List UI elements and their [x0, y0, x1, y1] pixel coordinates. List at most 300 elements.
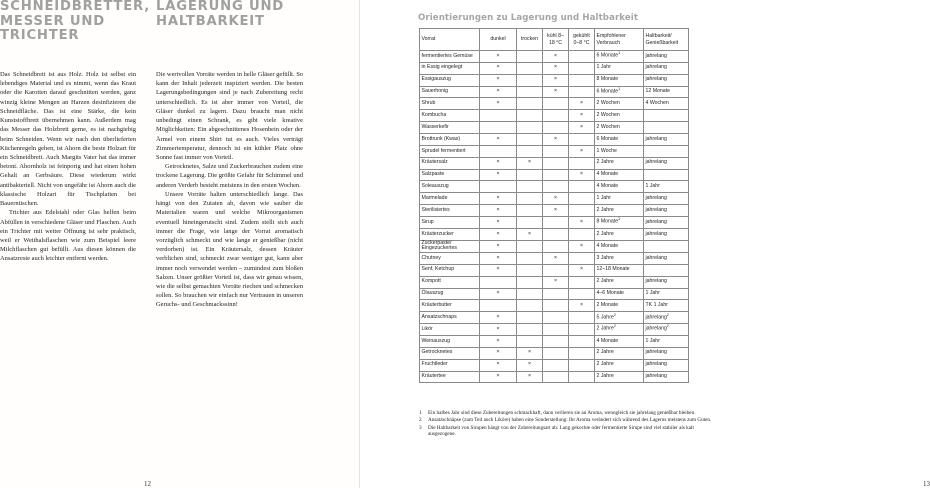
cell-verbrauch — [595, 98, 644, 110]
cell-vorrat: Sauerhonig — [420, 86, 480, 98]
table-row — [420, 181, 689, 193]
cell-vorrat: Essigauszug — [420, 74, 480, 86]
cell-gekuehlt: × — [569, 122, 595, 134]
table-row — [420, 240, 689, 252]
cell-trocken — [517, 252, 543, 264]
section-heading-tools — [0, 0, 151, 44]
cell-text: 12–18 Monate — [596, 266, 630, 273]
footnote-number: 3 — [419, 424, 422, 431]
cell-verbrauch — [595, 205, 644, 217]
cell-haltbarkeit — [644, 264, 689, 276]
cell-haltbarkeit — [644, 324, 689, 336]
table-row — [420, 217, 689, 229]
cell-text: 2 Wochen — [596, 100, 620, 107]
section-heading-storage — [156, 0, 316, 29]
cell-trocken — [517, 288, 543, 300]
cell-text: jahrelang — [645, 314, 667, 321]
cell-gekuehlt — [569, 157, 595, 169]
cell-gekuehlt — [569, 276, 595, 288]
table-row — [420, 74, 689, 86]
table-row — [420, 300, 689, 312]
cell-trocken — [517, 217, 543, 229]
cell-trocken — [517, 62, 543, 74]
cell-kuehl — [543, 324, 569, 336]
cell-text: 1 Jahr — [645, 183, 660, 190]
cell-kuehl: × — [543, 74, 569, 86]
cell-text: 3 Jahre — [596, 254, 614, 261]
cell-vorrat: Kräuterbutter — [420, 300, 480, 312]
footnote-text: Ansatzschnäpse (zum Teil auch Liköre) haben eine Sonderstellung: Ihr Aroma verändert sich während des Lagerns meistens zum Guten. — [428, 417, 712, 424]
cell-gekuehlt: × — [569, 110, 595, 122]
cell-haltbarkeit — [644, 157, 689, 169]
cell-haltbarkeit — [644, 217, 689, 229]
cell-verbrauch — [595, 110, 644, 122]
cell-dunkel: × — [480, 359, 517, 371]
cell-vorrat: fermentiertes Gemüse — [420, 51, 480, 63]
cell-verbrauch — [595, 300, 644, 312]
cell-kuehl — [543, 264, 569, 276]
cell-kuehl — [543, 300, 569, 312]
storage-table — [419, 28, 689, 383]
cell-dunkel: × — [480, 252, 517, 264]
cell-verbrauch — [595, 193, 644, 205]
cell-trocken — [517, 51, 543, 63]
cell-haltbarkeit — [644, 288, 689, 300]
cell-text: TK 1 Jahr — [645, 302, 668, 308]
cell-haltbarkeit — [644, 122, 689, 134]
column-header: trocken — [517, 29, 543, 51]
heading-line: LAGERUNG UND — [156, 0, 285, 14]
cell-dunkel: × — [480, 134, 517, 146]
cell-text: jahrelang — [645, 373, 667, 380]
cell-trocken: × — [517, 157, 543, 169]
cell-text: 4 Monate — [596, 171, 619, 178]
cell-text: jahrelang — [645, 230, 667, 237]
cell-gekuehlt — [569, 205, 595, 217]
cell-vorrat: Kompott — [420, 276, 480, 288]
cell-kuehl — [543, 371, 569, 383]
paragraph: Trichter aus Edelstahl oder Glas helfen beim Abfüllen in verschiedene Gläser und Flaschen. Auch ein Trichter mit weiter Öffnung ist sehr praktisch, weil er Weithalsflaschen wie zum Beispiel leere Milchflaschen gut befüllt. Aus diesen können die Ansatzreste auch leichter entfernt werden. — [0, 209, 136, 263]
cell-dunkel: × — [480, 205, 517, 217]
cell-text: 2 Wochen — [596, 123, 620, 130]
cell-kuehl: × — [543, 134, 569, 146]
cell-dunkel — [480, 110, 517, 122]
table-row — [420, 359, 689, 371]
cell-vorrat: Zuckerpaste/ Eingezuckertes — [420, 240, 480, 252]
cell-text: 6 Monate — [596, 88, 619, 95]
paragraph: Das Schneidbrett ist aus Holz. Holz ist selbst ein lebendiges Material und es nimmt, wenn das Kraut oder die Karotten darauf geschnitten werden, ganz winzig kleine Mengen an Harzen desinfizieren die Schneidfläche. Das ist eine Stärke, die kein Kunststoffbrett übernehmen kann. Außerdem mag das Messer das Holzbrett gerne, es ist nachgiebig beim Schneiden. Wenn wir nach den überlieferten Küchenregeln gehen, ist Ahorn die beste Holzart für ein Schneidbrett. Auch Margits Vater hat das immer betont. Ahornholz ist feinporig und hat einen hohen Gehalt an Gerbsäure. Diese wiederum wirkt antibakteriell. Nicht von ungefähr ist Ahorn auch die klassische Holzart für Tischplatten bei Bauerntischen. — [0, 71, 136, 208]
paragraph: Die wertvollen Vorräte werden in helle Gläser gefüllt. So kann der Inhalt jederzeit inspiziert werden. Die besten Lagerungsbedingungen sind je nach Zubereitung recht unterschiedlich. Es ist aber immer von Vorteil, die Gläser dunkel zu lagern. Dazu braucht man nicht unbedingt einen Schrank, es gibt viele kreative Möglichkeiten: Ein abgeschnittenes Hosenbein oder der Ärmel von einem Shirt tut es auch. Vieles verträgt Zimmertemperatur, dennoch ist ein kühler Platz ohne Sonne fast immer von Vorteil. — [156, 71, 303, 161]
cell-text: 2 Jahre — [596, 230, 614, 237]
cell-text: jahrelang — [645, 361, 667, 368]
cell-text: 4 Monate — [596, 242, 619, 249]
cell-vorrat: Ölauszug — [420, 288, 480, 300]
cell-vorrat: Sirup — [420, 217, 480, 229]
column-header: Vorrat — [420, 29, 480, 51]
cell-verbrauch — [595, 371, 644, 383]
table-row — [420, 324, 689, 336]
cell-kuehl — [543, 110, 569, 122]
cell-verbrauch — [595, 252, 644, 264]
cell-gekuehlt: × — [569, 145, 595, 157]
cell-haltbarkeit — [644, 51, 689, 63]
cell-trocken — [517, 134, 543, 146]
cell-dunkel — [480, 300, 517, 312]
cell-dunkel: × — [480, 98, 517, 110]
cell-dunkel: × — [480, 264, 517, 276]
cell-text: 2 Monate — [596, 302, 619, 308]
cell-dunkel: × — [480, 324, 517, 336]
cell-text: 6 Monate — [596, 135, 619, 142]
cell-trocken — [517, 98, 543, 110]
cell-text: 1 Woche — [596, 147, 617, 154]
cell-dunkel — [480, 122, 517, 134]
table-row — [420, 98, 689, 110]
cell-gekuehlt: × — [569, 98, 595, 110]
cell-trocken — [517, 300, 543, 312]
cell-haltbarkeit — [644, 359, 689, 371]
cell-vorrat: Salzpaste — [420, 169, 480, 181]
cell-trocken — [517, 335, 543, 347]
cell-verbrauch — [595, 134, 644, 146]
table-row — [420, 312, 689, 324]
column-header: gekühlt 0–8 °C — [569, 29, 595, 51]
cell-verbrauch — [595, 122, 644, 134]
cell-text: jahrelang — [645, 218, 667, 225]
cell-kuehl: × — [543, 193, 569, 205]
table-row — [420, 86, 689, 98]
cell-trocken: × — [517, 347, 543, 359]
cell-verbrauch — [595, 74, 644, 86]
cell-dunkel: × — [480, 74, 517, 86]
cell-verbrauch — [595, 169, 644, 181]
cell-verbrauch — [595, 86, 644, 98]
cell-haltbarkeit — [644, 335, 689, 347]
cell-text: 12 Monate — [645, 88, 671, 95]
cell-gekuehlt: × — [569, 217, 595, 229]
table-row — [420, 145, 689, 157]
cell-verbrauch — [595, 157, 644, 169]
cell-verbrauch — [595, 264, 644, 276]
table-row — [420, 228, 689, 240]
cell-haltbarkeit — [644, 110, 689, 122]
cell-haltbarkeit — [644, 240, 689, 252]
cell-kuehl — [543, 228, 569, 240]
cell-text: 2 Jahre — [596, 206, 614, 213]
cell-gekuehlt — [569, 74, 595, 86]
table-row — [420, 288, 689, 300]
cell-kuehl — [543, 335, 569, 347]
heading-line: TRICHTER — [0, 28, 80, 43]
cell-verbrauch — [595, 145, 644, 157]
cell-kuehl — [543, 122, 569, 134]
cell-text: jahrelang — [645, 76, 667, 83]
cell-dunkel: × — [480, 371, 517, 383]
cell-dunkel: × — [480, 312, 517, 324]
cell-verbrauch — [595, 335, 644, 347]
cell-trocken — [517, 324, 543, 336]
cell-haltbarkeit — [644, 74, 689, 86]
table-row — [420, 134, 689, 146]
cell-trocken: × — [517, 228, 543, 240]
cell-gekuehlt — [569, 134, 595, 146]
cell-text: jahrelang — [645, 278, 667, 285]
cell-vorrat: Likör — [420, 324, 480, 336]
footnote-ref: 1 — [618, 51, 621, 56]
column-header: Haltbarkeit/ Genießbarkeit — [644, 29, 689, 51]
footnote — [419, 417, 722, 423]
cell-text: jahrelang — [645, 52, 667, 59]
cell-verbrauch — [595, 217, 644, 229]
cell-kuehl: × — [543, 276, 569, 288]
table-row — [420, 252, 689, 264]
cell-gekuehlt: × — [569, 169, 595, 181]
cell-text: 2 Jahre — [596, 326, 614, 333]
cell-haltbarkeit — [644, 98, 689, 110]
cell-gekuehlt — [569, 359, 595, 371]
cell-text: 1 Jahr — [645, 337, 660, 344]
column-header: dunkel — [480, 29, 517, 51]
cell-text: 2 Jahre — [596, 361, 614, 368]
cell-gekuehlt — [569, 312, 595, 324]
paragraph: Getrocknetes, Salze und Zuckerbrauchen zudem eine trockene Lagerung. Die größte Gefahr für Schimmel und anderen Verderb besteht meistens in den ersten Wochen. — [156, 163, 303, 189]
cell-vorrat: Kräutertee — [420, 371, 480, 383]
cell-text: 4 Wochen — [645, 100, 669, 107]
cell-kuehl — [543, 240, 569, 252]
cell-trocken — [517, 145, 543, 157]
footnote — [419, 410, 722, 416]
table-row — [420, 347, 689, 359]
cell-vorrat: Kräuterzucker — [420, 228, 480, 240]
cell-verbrauch — [595, 62, 644, 74]
cell-text: 4–6 Monate — [596, 290, 624, 297]
heading-line: SCHNEIDBRETTER, — [0, 0, 151, 14]
cell-text: jahrelang — [645, 159, 667, 166]
cell-haltbarkeit — [644, 205, 689, 217]
cell-text: 1 Jahr — [596, 194, 611, 201]
cell-trocken: × — [517, 371, 543, 383]
cell-trocken — [517, 193, 543, 205]
cell-dunkel: × — [480, 193, 517, 205]
footnote-text: Ein halbes Jahr sind diese Zubereitungen schmackhaft, dann verlieren sie an Aroma, wenngleich sie jahrelang genießbar bleiben. — [428, 410, 696, 416]
cell-vorrat: Senf, Ketchup — [420, 264, 480, 276]
column-header: kühl 8–18 °C — [543, 29, 569, 51]
cell-kuehl — [543, 169, 569, 181]
cell-haltbarkeit — [644, 300, 689, 312]
cell-vorrat: Weinauszug — [420, 335, 480, 347]
table-row — [420, 62, 689, 74]
cell-gekuehlt: × — [569, 300, 595, 312]
table-row — [420, 276, 689, 288]
footnote-ref: 2 — [666, 312, 669, 317]
footnote-number: 1 — [419, 410, 422, 416]
cell-dunkel: × — [480, 335, 517, 347]
cell-gekuehlt — [569, 228, 595, 240]
cell-kuehl — [543, 288, 569, 300]
cell-dunkel: × — [480, 51, 517, 63]
cell-kuehl — [543, 98, 569, 110]
cell-verbrauch — [595, 359, 644, 371]
cell-dunkel: × — [480, 217, 517, 229]
table-row — [420, 51, 689, 63]
cell-gekuehlt — [569, 252, 595, 264]
page-number: 13 — [923, 480, 930, 488]
table-row — [420, 193, 689, 205]
footnotes — [419, 410, 722, 438]
cell-kuehl — [543, 181, 569, 193]
heading-line: MESSER UND — [0, 13, 105, 29]
table-row — [420, 169, 689, 181]
cell-text: 6 Monate — [596, 53, 619, 59]
cell-verbrauch — [595, 324, 644, 336]
cell-trocken — [517, 240, 543, 252]
cell-text: 4 Monate — [596, 183, 619, 190]
cell-haltbarkeit — [644, 371, 689, 383]
cell-gekuehlt — [569, 324, 595, 336]
cell-dunkel — [480, 276, 517, 288]
cell-gekuehlt — [569, 62, 595, 74]
cell-text: 2 Wochen — [596, 111, 620, 118]
cell-kuehl — [543, 347, 569, 359]
cell-verbrauch — [595, 288, 644, 300]
cell-verbrauch — [595, 51, 644, 63]
cell-kuehl: × — [543, 205, 569, 217]
cell-dunkel: × — [480, 288, 517, 300]
cell-text: 4 Monate — [596, 337, 619, 344]
cell-kuehl: × — [543, 62, 569, 74]
cell-haltbarkeit — [644, 312, 689, 324]
cell-text: 2 Jahre — [596, 373, 614, 380]
cell-trocken — [517, 86, 543, 98]
cell-text: jahrelang — [645, 206, 667, 213]
cell-vorrat: Wasserkefir — [420, 122, 480, 134]
cell-gekuehlt — [569, 347, 595, 359]
cell-dunkel: × — [480, 347, 517, 359]
cell-vorrat: Sterilisiertes — [420, 205, 480, 217]
cell-gekuehlt: × — [569, 240, 595, 252]
cell-dunkel: × — [480, 169, 517, 181]
cell-haltbarkeit — [644, 347, 689, 359]
cell-trocken — [517, 122, 543, 134]
heading-line: HALTBARKEIT — [156, 13, 265, 29]
cell-haltbarkeit — [644, 62, 689, 74]
cell-kuehl: × — [543, 86, 569, 98]
cell-haltbarkeit — [644, 228, 689, 240]
cell-dunkel: × — [480, 157, 517, 169]
table-row — [420, 205, 689, 217]
cell-trocken — [517, 264, 543, 276]
cell-trocken — [517, 276, 543, 288]
cell-text: 2 Jahre — [596, 349, 614, 356]
table-row — [420, 264, 689, 276]
footnote-number: 2 — [419, 417, 422, 424]
cell-haltbarkeit — [644, 252, 689, 264]
cell-trocken — [517, 181, 543, 193]
cell-haltbarkeit — [644, 193, 689, 205]
cell-text: jahrelang — [645, 135, 667, 142]
cell-gekuehlt — [569, 181, 595, 193]
cell-text: 1 Jahr — [596, 64, 611, 71]
cell-verbrauch — [595, 347, 644, 359]
table-title: Orientierungen zu Lagerung und Haltbarkeit — [418, 13, 639, 23]
cell-text: 8 Monate — [596, 219, 619, 226]
footnote-ref: 2 — [613, 312, 616, 317]
cell-vorrat: Sprudel fermentiert — [420, 145, 480, 157]
cell-kuehl — [543, 145, 569, 157]
cell-text: 1 Jahr — [645, 290, 660, 297]
cell-dunkel: × — [480, 228, 517, 240]
table-row — [420, 335, 689, 347]
cell-vorrat: Getrocknetes — [420, 347, 480, 359]
table-header-row — [420, 29, 689, 51]
cell-text: jahrelang — [645, 194, 667, 201]
cell-gekuehlt: × — [569, 264, 595, 276]
cell-vorrat: Fruchtleder — [420, 359, 480, 371]
cell-dunkel — [480, 145, 517, 157]
cell-text: 2 Jahre — [596, 159, 614, 166]
paragraph: Unsere Vorräte halten unterschiedlich lange. Das hängt von den Zutaten ab, davon wie sauber die Materialien waren und welche Mikroorganismen eventuell hineingerutscht sind. Zudem stellt sich auch immer die Frage, wie lange der Vorrat aromatisch vorzüglich schmeckt und wie lange er genießbar (nicht verdorben) ist. Ein Kräutersalz, dessen Kräuter verblichen sind, schmeckt zwar weniger gut, kann aber immer noch verwendet werden – zumindest zum bloßen Salzen. Unser größter Vorteil ist, dass wir genau wissen, wie die selbst gemachten Vorräte riechen und schmecken sollen. So brauchen wir einfach nur Vertrauen in unseren Geruchs- und Geschmackssinn! — [156, 190, 303, 309]
cell-text: jahrelang — [645, 64, 667, 71]
page-number: 12 — [144, 480, 151, 488]
text-column-left — [0, 70, 136, 264]
cell-text: jahrelang — [645, 254, 667, 261]
cell-trocken — [517, 312, 543, 324]
cell-trocken — [517, 74, 543, 86]
cell-kuehl: × — [543, 51, 569, 63]
cell-haltbarkeit — [644, 276, 689, 288]
cell-gekuehlt — [569, 193, 595, 205]
footnote — [419, 425, 722, 438]
cell-trocken — [517, 169, 543, 181]
cell-gekuehlt — [569, 288, 595, 300]
cell-vorrat: Chutney — [420, 252, 480, 264]
footnote-ref: 2 — [666, 324, 669, 329]
cell-kuehl — [543, 157, 569, 169]
cell-verbrauch — [595, 240, 644, 252]
cell-text: jahrelang — [645, 349, 667, 356]
cell-trocken — [517, 205, 543, 217]
cell-trocken: × — [517, 359, 543, 371]
cell-kuehl — [543, 217, 569, 229]
column-header: Empfohlener Verbrauch — [595, 29, 644, 51]
cell-vorrat: Ansatzschnaps — [420, 312, 480, 324]
cell-vorrat: Marmelade — [420, 193, 480, 205]
cell-gekuehlt — [569, 371, 595, 383]
cell-haltbarkeit — [644, 86, 689, 98]
footnote-ref: 3 — [618, 217, 621, 222]
cell-vorrat: Brottrunk (Kwas) — [420, 134, 480, 146]
cell-dunkel: × — [480, 240, 517, 252]
table-row — [420, 122, 689, 134]
text-column-right — [156, 70, 303, 310]
cell-verbrauch — [595, 312, 644, 324]
cell-vorrat: Shrub — [420, 98, 480, 110]
cell-verbrauch — [595, 228, 644, 240]
footnote-ref: 1 — [618, 86, 621, 91]
cell-haltbarkeit — [644, 181, 689, 193]
cell-vorrat: Kräutersalz — [420, 157, 480, 169]
cell-haltbarkeit — [644, 134, 689, 146]
cell-gekuehlt — [569, 51, 595, 63]
table-body — [420, 51, 689, 383]
cell-kuehl — [543, 359, 569, 371]
cell-haltbarkeit — [644, 169, 689, 181]
table-row — [420, 157, 689, 169]
footnote-text: Die Haltbarkeit von Sirupen hängt von der Zubereitungsart ab: Lang gekochte oder fermentierte Sirupe sind viel stabiler als kalt ausgezogene. — [428, 424, 694, 437]
table-row — [420, 110, 689, 122]
cell-kuehl: × — [543, 252, 569, 264]
cell-text: 5 Jahre — [596, 314, 614, 321]
